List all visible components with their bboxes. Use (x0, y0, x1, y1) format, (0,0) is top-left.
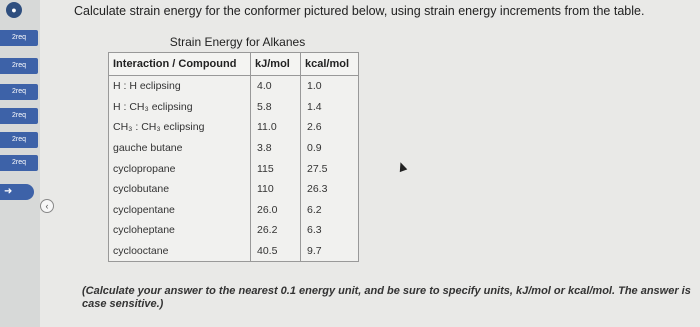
row-kj: 5.8 (251, 97, 301, 118)
table-row (109, 179, 359, 200)
column-header: Interaction / Compound (109, 53, 251, 76)
question-prompt: Calculate strain energy for the conformer pictured below, using strain energy increments from the table. (74, 4, 645, 18)
row-kcal: 1.0 (301, 76, 359, 97)
logo-icon[interactable]: ● (6, 2, 22, 18)
table-row (109, 76, 359, 97)
row-name: H : H eclipsing (109, 76, 251, 97)
column-header: kJ/mol (251, 53, 301, 76)
table-row (109, 241, 359, 262)
row-kj: 40.5 (251, 241, 301, 262)
row-name: cyclopropane (109, 158, 251, 179)
row-kcal: 26.3 (301, 179, 359, 200)
row-kj: 3.8 (251, 138, 301, 159)
table-row (109, 200, 359, 221)
table-row (109, 158, 359, 179)
row-kj: 11.0 (251, 117, 301, 138)
answer-instructions: (Calculate your answer to the nearest 0.1 energy unit, and be sure to specify units, kJ/mol or kcal/mol. The answer is case sensitive.) (82, 285, 691, 310)
row-kcal: 27.5 (301, 158, 359, 179)
row-kcal: 0.9 (301, 138, 359, 159)
table-header-row (109, 53, 359, 76)
row-name: cyclopentane (109, 200, 251, 221)
row-kcal: 1.4 (301, 97, 359, 118)
row-kj: 26.0 (251, 200, 301, 221)
row-name: cycloheptane (109, 220, 251, 241)
table-row (109, 97, 359, 118)
row-name: cyclooctane (109, 241, 251, 262)
table-row (109, 117, 359, 138)
sidebar-item-1[interactable]: 2req (0, 30, 38, 46)
row-kj: 115 (251, 158, 301, 179)
row-kj: 26.2 (251, 220, 301, 241)
sidebar-item-4[interactable]: 2req (0, 108, 38, 124)
sidebar-item-5[interactable]: 2req (0, 132, 38, 148)
sidebar-item-2[interactable]: 2req (0, 58, 38, 74)
row-kj: 110 (251, 179, 301, 200)
mouse-cursor-icon (397, 161, 408, 172)
table-row (109, 220, 359, 241)
row-name: gauche butane (109, 138, 251, 159)
row-kcal: 2.6 (301, 117, 359, 138)
collapse-toggle-icon[interactable]: ‹ (40, 199, 54, 213)
arrow-icon[interactable]: ➜ (0, 184, 34, 200)
row-kcal: 9.7 (301, 241, 359, 262)
table-caption: Strain Energy for Alkanes (169, 35, 306, 49)
row-name: cyclobutane (109, 179, 251, 200)
row-name: CH₃ : CH₃ eclipsing (109, 117, 251, 138)
strain-energy-table (108, 52, 359, 262)
column-header: kcal/mol (301, 53, 359, 76)
row-name: H : CH₃ eclipsing (109, 97, 251, 118)
table-row (109, 138, 359, 159)
row-kj: 4.0 (251, 76, 301, 97)
row-kcal: 6.3 (301, 220, 359, 241)
sidebar (0, 0, 40, 327)
sidebar-item-3[interactable]: 2req (0, 84, 38, 100)
sidebar-item-6[interactable]: 2req (0, 155, 38, 171)
row-kcal: 6.2 (301, 200, 359, 221)
